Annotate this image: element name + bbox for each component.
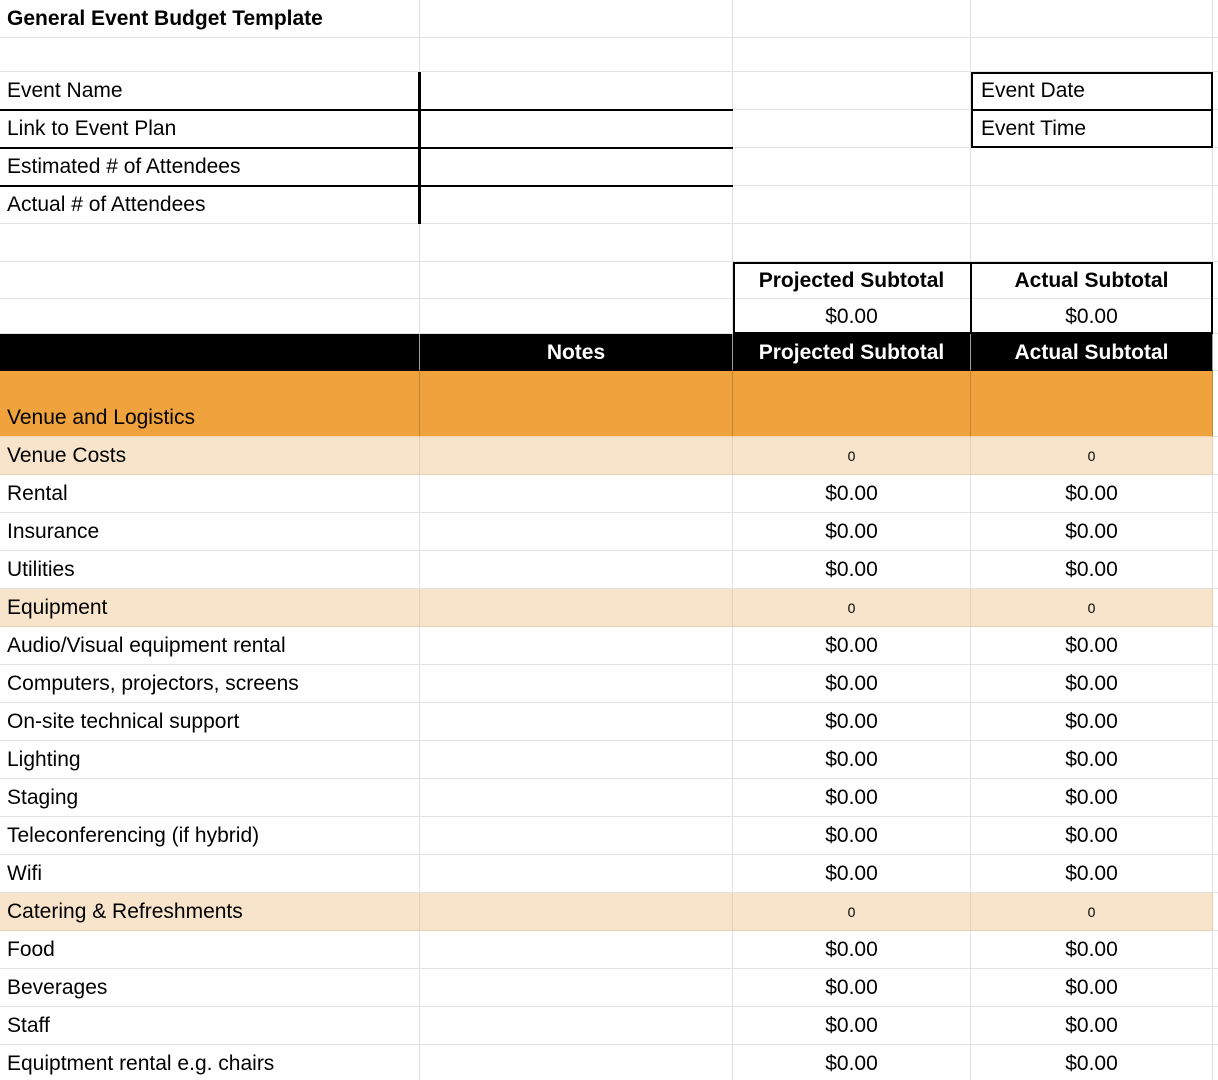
budget-row-computers — [0, 665, 1218, 703]
grid-filler — [1213, 0, 1218, 38]
event-plan-label[interactable]: Link to Event Plan — [0, 110, 420, 148]
notes-cell[interactable] — [420, 627, 733, 665]
grid-filler — [1213, 703, 1218, 741]
projected-cell[interactable]: $0.00 — [733, 1007, 971, 1045]
notes-cell[interactable] — [420, 893, 733, 931]
grid-filler — [1213, 627, 1218, 665]
actual-cell[interactable]: $0.00 — [971, 513, 1213, 551]
projected-cell[interactable] — [733, 371, 971, 437]
budget-row-equipment-rental — [0, 1045, 1218, 1080]
budget-row-food — [0, 931, 1218, 969]
summary-actual-label[interactable]: Actual Subtotal — [971, 262, 1213, 299]
actual-cell[interactable]: $0.00 — [971, 475, 1213, 513]
grid-filler — [1213, 741, 1218, 779]
table-header-row — [0, 334, 1218, 371]
projected-cell[interactable]: $0.00 — [733, 1045, 971, 1080]
empty-cell[interactable] — [0, 224, 420, 262]
budget-row-insurance — [0, 513, 1218, 551]
actual-cell[interactable]: 0 — [971, 893, 1213, 931]
event-time-label[interactable]: Event Time — [971, 110, 1213, 148]
empty-cell[interactable] — [420, 299, 733, 334]
grid-filler — [1213, 437, 1218, 475]
empty-cell[interactable] — [420, 38, 733, 72]
section-row-venue-costs — [0, 437, 1218, 475]
actual-cell[interactable]: $0.00 — [971, 969, 1213, 1007]
category-cell[interactable]: Lighting — [0, 741, 420, 779]
actual-cell[interactable]: $0.00 — [971, 931, 1213, 969]
notes-cell[interactable] — [420, 741, 733, 779]
grid-filler — [1213, 969, 1218, 1007]
empty-cell[interactable] — [420, 224, 733, 262]
category-cell[interactable]: Insurance — [0, 513, 420, 551]
event-date-label[interactable]: Event Date — [971, 72, 1213, 110]
actual-cell[interactable]: $0.00 — [971, 779, 1213, 817]
grid-filler — [1213, 779, 1218, 817]
grid-filler — [1213, 186, 1218, 224]
grid-filler — [1213, 665, 1218, 703]
projected-cell[interactable]: 0 — [733, 589, 971, 627]
actual-cell[interactable]: $0.00 — [971, 551, 1213, 589]
budget-row-onsite-support — [0, 703, 1218, 741]
grid-filler — [1213, 1007, 1218, 1045]
empty-cell[interactable] — [733, 186, 971, 224]
actual-attendees-input[interactable] — [420, 186, 733, 224]
info-row-estimated-attendees — [0, 148, 1218, 186]
notes-cell[interactable] — [420, 437, 733, 475]
table-header-projected[interactable]: Projected Subtotal — [733, 334, 971, 371]
actual-cell[interactable]: $0.00 — [971, 855, 1213, 893]
grid-filler — [1213, 855, 1218, 893]
category-cell[interactable]: Computers, projectors, screens — [0, 665, 420, 703]
notes-cell[interactable] — [420, 589, 733, 627]
actual-cell[interactable]: $0.00 — [971, 741, 1213, 779]
event-name-label[interactable]: Event Name — [0, 72, 420, 110]
grid-filler — [1213, 551, 1218, 589]
category-cell[interactable]: Equipment — [0, 589, 420, 627]
empty-cell[interactable] — [420, 262, 733, 299]
empty-cell[interactable] — [733, 0, 971, 38]
empty-cell[interactable] — [971, 186, 1213, 224]
page-title: General Event Budget Template — [0, 0, 420, 38]
projected-cell[interactable]: $0.00 — [733, 855, 971, 893]
empty-cell[interactable] — [420, 0, 733, 38]
info-row-event-name — [0, 72, 1218, 110]
category-cell[interactable]: Wifi — [0, 855, 420, 893]
category-cell[interactable]: Utilities — [0, 551, 420, 589]
notes-cell[interactable] — [420, 1045, 733, 1080]
grid-filler — [1213, 72, 1218, 110]
budget-row-rental — [0, 475, 1218, 513]
empty-cell[interactable] — [733, 224, 971, 262]
empty-cell[interactable] — [971, 224, 1213, 262]
notes-cell[interactable] — [420, 931, 733, 969]
budget-row-lighting — [0, 741, 1218, 779]
projected-cell[interactable]: $0.00 — [733, 817, 971, 855]
empty-cell[interactable] — [0, 38, 420, 72]
empty-cell[interactable] — [971, 0, 1213, 38]
section-row-equipment — [0, 589, 1218, 627]
grid-filler — [1213, 224, 1218, 262]
notes-cell[interactable] — [420, 371, 733, 437]
projected-cell[interactable]: $0.00 — [733, 475, 971, 513]
summary-value-row — [0, 299, 1218, 334]
grid-filler — [1213, 299, 1218, 334]
estimated-attendees-label[interactable]: Estimated # of Attendees — [0, 148, 420, 186]
notes-cell[interactable] — [420, 855, 733, 893]
actual-cell[interactable]: $0.00 — [971, 627, 1213, 665]
grid-filler — [1213, 110, 1218, 148]
actual-cell[interactable] — [971, 371, 1213, 437]
section-row-catering — [0, 893, 1218, 931]
category-cell[interactable]: Staff — [0, 1007, 420, 1045]
grid-filler — [1213, 513, 1218, 551]
info-row-event-plan — [0, 110, 1218, 148]
table-header-category[interactable] — [0, 334, 420, 371]
notes-cell[interactable] — [420, 513, 733, 551]
grid-filler — [1213, 817, 1218, 855]
table-header-actual[interactable]: Actual Subtotal — [971, 334, 1213, 371]
grid-filler — [1213, 262, 1218, 299]
projected-cell[interactable]: $0.00 — [733, 779, 971, 817]
empty-cell[interactable] — [0, 299, 420, 334]
title-row — [0, 0, 1218, 38]
actual-cell[interactable]: $0.00 — [971, 1045, 1213, 1080]
grid-filler — [1213, 589, 1218, 627]
projected-cell[interactable]: $0.00 — [733, 741, 971, 779]
notes-cell[interactable] — [420, 817, 733, 855]
empty-row — [0, 224, 1218, 262]
category-cell[interactable]: Venue and Logistics — [0, 371, 420, 437]
notes-cell[interactable] — [420, 969, 733, 1007]
event-name-input[interactable] — [420, 72, 733, 110]
projected-cell[interactable]: $0.00 — [733, 665, 971, 703]
category-cell[interactable]: Staging — [0, 779, 420, 817]
info-row-actual-attendees — [0, 186, 1218, 224]
notes-cell[interactable] — [420, 475, 733, 513]
actual-cell[interactable]: 0 — [971, 437, 1213, 475]
budget-row-wifi — [0, 855, 1218, 893]
projected-cell[interactable]: $0.00 — [733, 969, 971, 1007]
projected-cell[interactable]: $0.00 — [733, 703, 971, 741]
notes-cell[interactable] — [420, 551, 733, 589]
category-cell[interactable]: Audio/Visual equipment rental — [0, 627, 420, 665]
event-plan-input[interactable] — [420, 110, 733, 148]
projected-cell[interactable]: 0 — [733, 437, 971, 475]
budget-row-utilities — [0, 551, 1218, 589]
estimated-attendees-input[interactable] — [420, 148, 733, 186]
grid-filler — [1213, 1045, 1218, 1080]
grid-filler — [1213, 475, 1218, 513]
budget-row-staging — [0, 779, 1218, 817]
grid-filler — [1213, 893, 1218, 931]
category-cell[interactable]: Rental — [0, 475, 420, 513]
summary-projected-value[interactable]: $0.00 — [733, 299, 971, 334]
projected-cell[interactable]: $0.00 — [733, 627, 971, 665]
projected-cell[interactable]: $0.00 — [733, 551, 971, 589]
budget-row-beverages — [0, 969, 1218, 1007]
grid-filler — [1213, 931, 1218, 969]
category-cell[interactable]: Equiptment rental e.g. chairs — [0, 1045, 420, 1080]
summary-actual-value[interactable]: $0.00 — [971, 299, 1213, 334]
summary-projected-label[interactable]: Projected Subtotal — [733, 262, 971, 299]
actual-cell[interactable]: $0.00 — [971, 703, 1213, 741]
grid-filler — [1213, 334, 1218, 371]
actual-attendees-label[interactable]: Actual # of Attendees — [0, 186, 420, 224]
grid-filler — [1213, 371, 1218, 437]
empty-cell[interactable] — [733, 148, 971, 186]
budget-row-audio-visual — [0, 627, 1218, 665]
notes-cell[interactable] — [420, 1007, 733, 1045]
budget-row-staff — [0, 1007, 1218, 1045]
actual-cell[interactable]: $0.00 — [971, 665, 1213, 703]
grid-filler — [1213, 148, 1218, 186]
category-cell[interactable]: Catering & Refreshments — [0, 893, 420, 931]
category-cell[interactable]: Teleconferencing (if hybrid) — [0, 817, 420, 855]
section-row-venue-and-logistics — [0, 371, 1218, 437]
category-cell[interactable]: Beverages — [0, 969, 420, 1007]
notes-cell[interactable] — [420, 703, 733, 741]
projected-cell[interactable]: $0.00 — [733, 931, 971, 969]
category-cell[interactable]: On-site technical support — [0, 703, 420, 741]
projected-cell[interactable]: 0 — [733, 893, 971, 931]
budget-row-teleconferencing — [0, 817, 1218, 855]
empty-cell[interactable] — [733, 38, 971, 72]
category-cell[interactable]: Venue Costs — [0, 437, 420, 475]
empty-row — [0, 38, 1218, 72]
category-cell[interactable]: Food — [0, 931, 420, 969]
table-header-notes[interactable]: Notes — [420, 334, 733, 371]
empty-cell[interactable] — [971, 148, 1213, 186]
actual-cell[interactable]: $0.00 — [971, 817, 1213, 855]
projected-cell[interactable]: $0.00 — [733, 513, 971, 551]
empty-cell[interactable] — [0, 262, 420, 299]
actual-cell[interactable]: $0.00 — [971, 1007, 1213, 1045]
notes-cell[interactable] — [420, 779, 733, 817]
empty-cell[interactable] — [733, 110, 971, 148]
grid-filler — [1213, 38, 1218, 72]
empty-cell[interactable] — [971, 38, 1213, 72]
actual-cell[interactable]: 0 — [971, 589, 1213, 627]
notes-cell[interactable] — [420, 665, 733, 703]
summary-header-row — [0, 262, 1218, 299]
empty-cell[interactable] — [733, 72, 971, 110]
